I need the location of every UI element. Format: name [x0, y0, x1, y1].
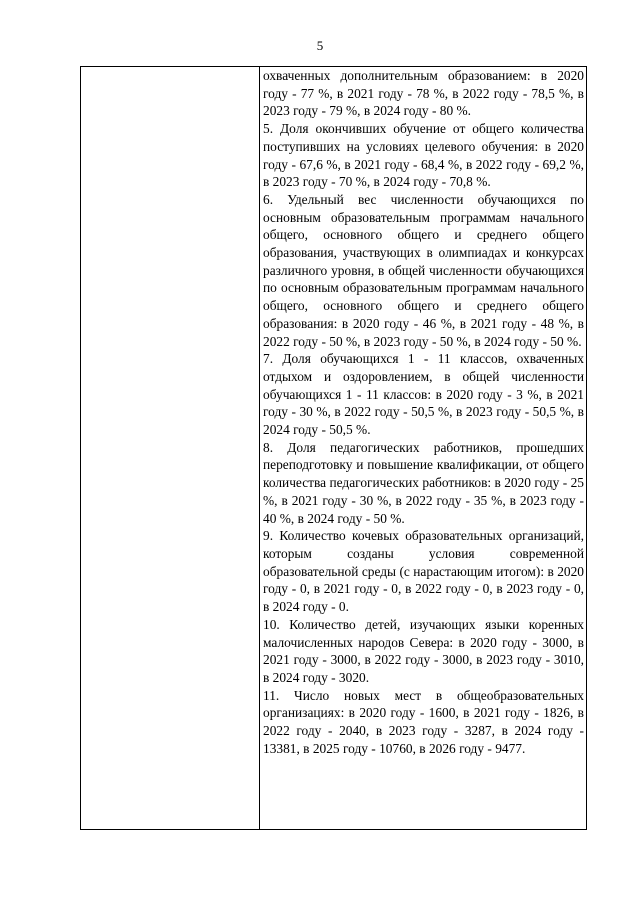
indicators-text — [263, 67, 584, 757]
table-cell-right — [260, 67, 587, 830]
table-row — [81, 67, 587, 830]
indicator-paragraph: охваченных дополнительным образованием: в 2020 году - 77 %, в 2021 году - 78 %, в 2022 году - 78,5 %, в 2023 году - 79 %, в 2024 году - 80 %. — [263, 68, 584, 119]
indicator-paragraph: 7. Доля обучающихся 1 - 11 классов, охваченных отдыхом и оздоровлением, в общей численности обучающихся 1 - 11 классов: в 2020 году - 3 %, в 2021 году - 30 %, в 2022 году - 50,5 %, в 2023 году - 50,5 %, в 2024 году - 50,5 %. — [263, 351, 584, 438]
document-table — [80, 66, 587, 830]
indicator-paragraph: 9. Количество кочевых образовательных организаций, которым созданы условия современной образовательной среды (с нарастающим итогом): в 2020 году - 0, в 2021 году - 0, в 2022 году - 0, в 2023 году - 0, в 2024 году - 0. — [263, 528, 584, 615]
page-number: 5 — [316, 38, 324, 53]
indicator-paragraph: 11. Число новых мест в общеобразовательных организациях: в 2020 году - 1600, в 2021 году - 1826, в 2022 году - 2040, в 2023 году - 3287, в 2024 году - 13381, в 2025 году - 10760, в 2026 году - 9477. — [263, 687, 584, 756]
indicator-paragraph: 8. Доля педагогических работников, прошедших переподготовку и повышение квалификации, от общего количества педагогических работников: в 2020 году - 25 %, в 2021 году - 30 %, в 2022 году - 35 %, в 2023 году - 40 %, в 2024 году - 50 %. — [263, 439, 584, 526]
indicator-paragraph: 5. Доля окончивших обучение от общего количества поступивших на условиях целевого обучения: в 2020 году - 67,6 %, в 2021 году - 68,4 %, в 2022 году - 69,2 %, в 2023 году - 70 %, в 2024 году - 70,8 %. — [263, 121, 584, 190]
indicator-paragraph: 6. Удельный вес численности обучающихся по основным образовательным программам начального общего, основного общего и среднего общего образования, участвующих в олимпиадах и конкурсах различного уровня, в общей численности обучающихся по основным образовательным программам начального общего, основного общего и среднего общего образования: в 2020 году - 46 %, в 2021 году - 48 %, в 2022 году - 50 %, в 2023 году - 50 %, в 2024 году - 50 %. — [263, 191, 584, 349]
indicator-paragraph: 10. Количество детей, изучающих языки коренных малочисленных народов Севера: в 2020 году - 3000, в 2021 году - 3000, в 2022 году - 3000, в 2023 году - 3010, в 2024 году - 3020. — [263, 616, 584, 685]
table-cell-left — [81, 67, 260, 830]
